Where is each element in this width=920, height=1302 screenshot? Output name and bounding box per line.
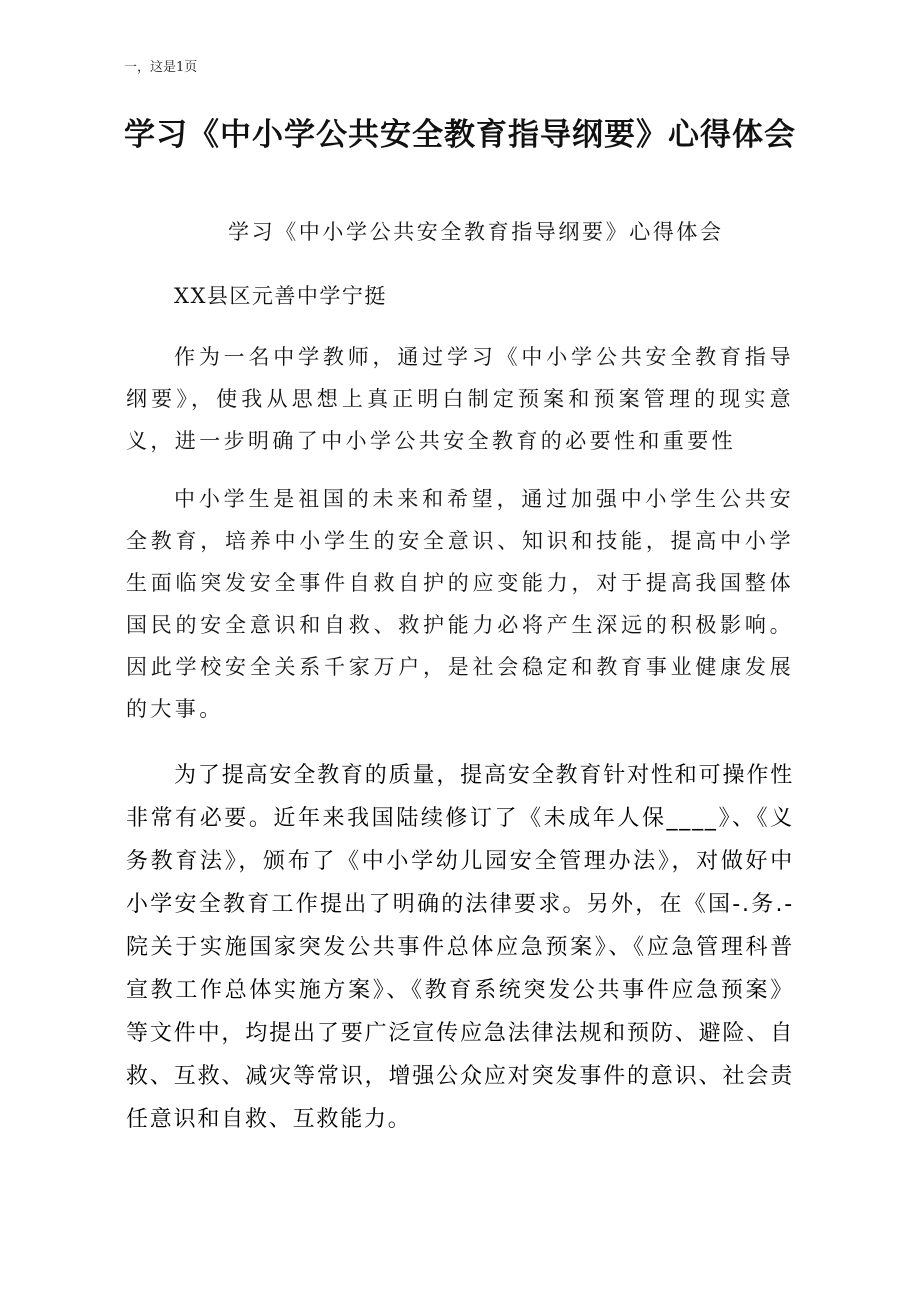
document-subtitle: 学习《中小学公共安全教育指导纲要》心得体会 [228,220,724,244]
document-title: 学习《中小学公共安全教育指导纲要》心得体会 [124,117,796,153]
author-line: XX县区元善中学宁挺 [174,284,387,308]
paragraph-1: 作为一名中学教师，通过学习《中小学公共安全教育指导纲要》，使我从思想上真正明白制定预案和预案管理的现实意义，进一步明确了中小学公共安全教育的必要性和重要性 [126,345,794,453]
paragraph-3: 为了提高安全教育的质量，提高安全教育针对性和可操作性非常有必要。近年来我国陆续修订了《未成年人保____》、《义务教育法》，颁布了《中小学幼儿园安全管理办法》，对做好中小学安全教育工作提出了明确的法律要求。另外，在《国-.务.-院关于实施国家突发公共事件总体应急预案》、《应急管理科普宣教工作总体实施方案》、《教育系统突发公共事件应急预案》等文件中，均提出了要广泛宣传应急法律法规和预防、避险、自救、互救、减灾等常识，增强公众应对突发事件的意识、社会责任意识和自救、互救能力。 [126,763,794,1132]
page-header: 一，这是1页 [124,60,198,75]
paragraph-2: 中小学生是祖国的未来和希望，通过加强中小学生公共安全教育，培养中小学生的安全意识、知识和技能，提高中小学生面临突发安全事件自救自护的应变能力，对于提高我国整体国民的安全意识和自救、救护能力必将产生深远的积极影响。因此学校安全关系千家万户，是社会稳定和教育事业健康发展的大事。 [126,487,794,721]
